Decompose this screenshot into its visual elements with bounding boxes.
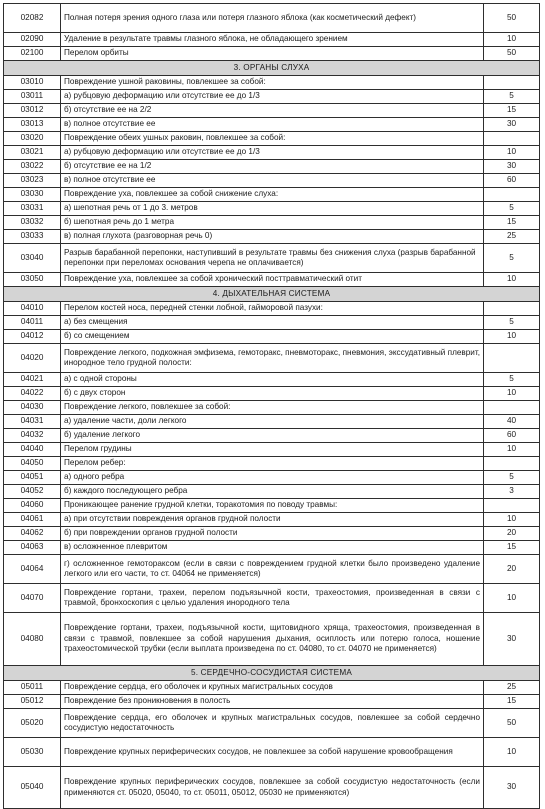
section-title: 4. ДЫХАТЕЛЬНАЯ СИСТЕМА xyxy=(4,287,540,302)
payout-percent: 10 xyxy=(484,443,540,457)
injury-description: Повреждение уха, повлекшее за собой снижение слуха: xyxy=(61,188,484,202)
table-row xyxy=(4,76,540,90)
injury-description: Разрыв барабанной перепонки, наступивший в результате травмы без снижения слуха (разрыв барабанной перепонки при переломах основания черепа не оплачивается) xyxy=(61,244,484,273)
article-code: 04021 xyxy=(4,373,61,387)
table-row xyxy=(4,485,540,499)
payout-percent: 20 xyxy=(484,555,540,584)
table-row xyxy=(4,344,540,373)
payout-percent: 40 xyxy=(484,415,540,429)
table-row xyxy=(4,373,540,387)
injury-description: Полная потеря зрения одного глаза или потеря глазного яблока (как косметический дефект) xyxy=(61,4,484,33)
injury-description: в) полная глухота (разговорная речь 0) xyxy=(61,230,484,244)
table-row xyxy=(4,584,540,613)
table-row xyxy=(4,415,540,429)
injury-description: г) осложненное гемотораксом (если в связи с повреждением грудной клетки было произведено удаление легкого или его части, то ст. 04064 не применяется) xyxy=(61,555,484,584)
payout-percent: 5 xyxy=(484,316,540,330)
injury-description: а) рубцовую деформацию или отсутствие ее до 1/3 xyxy=(61,146,484,160)
injury-description: а) при отсутствии повреждения органов грудной полости xyxy=(61,513,484,527)
injury-description: а) удаление части, доли легкого xyxy=(61,415,484,429)
article-code: 05040 xyxy=(4,767,61,809)
injury-description: а) одного ребра xyxy=(61,471,484,485)
article-code: 02082 xyxy=(4,4,61,33)
article-code: 03030 xyxy=(4,188,61,202)
article-code: 03012 xyxy=(4,104,61,118)
injury-description: б) со смещением xyxy=(61,330,484,344)
article-code: 04063 xyxy=(4,541,61,555)
payout-percent: 60 xyxy=(484,174,540,188)
payout-percent: 50 xyxy=(484,709,540,738)
table-row xyxy=(4,47,540,61)
payout-percent: 5 xyxy=(484,373,540,387)
payout-percent: 15 xyxy=(484,695,540,709)
injury-description: Повреждение сердца, его оболочек и крупных магистральных сосудов, повлекшее за собой сердечно сосудистую недостаточность xyxy=(61,709,484,738)
table-row xyxy=(4,429,540,443)
payout-percent xyxy=(484,457,540,471)
payout-percent: 10 xyxy=(484,387,540,401)
payout-percent: 5 xyxy=(484,202,540,216)
payout-percent: 30 xyxy=(484,613,540,666)
injury-description: Перелом орбиты xyxy=(61,47,484,61)
article-code: 03031 xyxy=(4,202,61,216)
payout-percent xyxy=(484,188,540,202)
payout-percent xyxy=(484,499,540,513)
article-code: 04011 xyxy=(4,316,61,330)
injury-description: а) с одной стороны xyxy=(61,373,484,387)
table-row xyxy=(4,244,540,273)
table-row xyxy=(4,216,540,230)
payout-percent: 10 xyxy=(484,273,540,287)
table-row xyxy=(4,104,540,118)
injury-description: Повреждение гортани, трахеи, перелом подъязычной кости, трахеостомия, произведенная в связи с травмой, бронхоскопия с целью удаления инородного тела xyxy=(61,584,484,613)
article-code: 05011 xyxy=(4,681,61,695)
payout-percent: 10 xyxy=(484,738,540,767)
injury-description: б) удаление легкого xyxy=(61,429,484,443)
table-row xyxy=(4,202,540,216)
table-row xyxy=(4,513,540,527)
injury-description: Повреждение легкого, повлекшее за собой: xyxy=(61,401,484,415)
article-code: 04060 xyxy=(4,499,61,513)
article-code: 03010 xyxy=(4,76,61,90)
injury-payment-table xyxy=(3,3,540,809)
injury-description: Перелом грудины xyxy=(61,443,484,457)
payout-percent xyxy=(484,76,540,90)
table-row xyxy=(4,146,540,160)
table-row xyxy=(4,695,540,709)
article-code: 05030 xyxy=(4,738,61,767)
payout-percent: 10 xyxy=(484,513,540,527)
injury-description: б) каждого последующего ребра xyxy=(61,485,484,499)
payout-percent: 30 xyxy=(484,767,540,809)
article-code: 04010 xyxy=(4,302,61,316)
article-code: 04061 xyxy=(4,513,61,527)
article-code: 04030 xyxy=(4,401,61,415)
injury-description: Повреждение уха, повлекшее за собой хронический посттравматический отит xyxy=(61,273,484,287)
article-code: 05012 xyxy=(4,695,61,709)
injury-description: б) шепотная речь до 1 метра xyxy=(61,216,484,230)
article-code: 04062 xyxy=(4,527,61,541)
article-code: 02090 xyxy=(4,33,61,47)
injury-description: Повреждение крупных периферических сосудов, не повлекшее за собой нарушение кровообращения xyxy=(61,738,484,767)
article-code: 03023 xyxy=(4,174,61,188)
article-code: 04020 xyxy=(4,344,61,373)
article-code: 03020 xyxy=(4,132,61,146)
article-code: 04022 xyxy=(4,387,61,401)
table-row xyxy=(4,316,540,330)
payout-percent: 30 xyxy=(484,160,540,174)
table-body xyxy=(4,4,540,809)
injury-description: а) рубцовую деформацию или отсутствие ее до 1/3 xyxy=(61,90,484,104)
injury-description: Проникающее ранение грудной клетки, торакотомия по поводу травмы: xyxy=(61,499,484,513)
article-code: 04080 xyxy=(4,613,61,666)
table-row xyxy=(4,401,540,415)
injury-description: б) с двух сторон xyxy=(61,387,484,401)
article-code: 03050 xyxy=(4,273,61,287)
table-row xyxy=(4,457,540,471)
injury-description: Перелом костей носа, передней стенки лобной, гайморовой пазухи: xyxy=(61,302,484,316)
article-code: 03040 xyxy=(4,244,61,273)
table-row xyxy=(4,273,540,287)
injury-description: а) шепотная речь от 1 до 3. метров xyxy=(61,202,484,216)
insurance-table-page xyxy=(3,3,540,809)
article-code: 04052 xyxy=(4,485,61,499)
table-row xyxy=(4,330,540,344)
injury-description: Повреждение без проникновения в полость xyxy=(61,695,484,709)
injury-description: Повреждение крупных периферических сосудов, повлекшее за собой сосудистую недостаточность (если применяются ст. 05020, 05040, то ст. 05011, 05012, 05030 не применяются) xyxy=(61,767,484,809)
injury-description: в) осложненное плевритом xyxy=(61,541,484,555)
injury-description: Повреждение гортани, трахеи, подъязычной кости, щитовидного хряща, трахеостомия, произведенная в связи с травмой, повлекшее за собой нарушения дыхания, осиплость или потерю голоса, ношение трахеостомической трубки (если выплата произведена по ст. 04080, то ст. 04070 не применяется) xyxy=(61,613,484,666)
article-code: 04040 xyxy=(4,443,61,457)
article-code: 04064 xyxy=(4,555,61,584)
article-code: 03022 xyxy=(4,160,61,174)
injury-description: б) отсутствие ее на 1/2 xyxy=(61,160,484,174)
article-code: 05020 xyxy=(4,709,61,738)
table-row xyxy=(4,387,540,401)
table-row xyxy=(4,527,540,541)
table-row xyxy=(4,681,540,695)
payout-percent: 15 xyxy=(484,541,540,555)
payout-percent: 30 xyxy=(484,118,540,132)
table-row xyxy=(4,4,540,33)
payout-percent: 5 xyxy=(484,90,540,104)
table-row xyxy=(4,174,540,188)
payout-percent xyxy=(484,401,540,415)
injury-description: Повреждение ушной раковины, повлекшее за собой: xyxy=(61,76,484,90)
table-row xyxy=(4,499,540,513)
payout-percent: 15 xyxy=(484,216,540,230)
injury-description: а) без смещения xyxy=(61,316,484,330)
section-header-row xyxy=(4,666,540,681)
injury-description: Повреждение легкого, подкожная эмфизема, гемоторакс, пневмоторакс, пневмония, экссудативный плеврит, инородное тело грудной полости: xyxy=(61,344,484,373)
article-code: 04012 xyxy=(4,330,61,344)
payout-percent: 60 xyxy=(484,429,540,443)
payout-percent: 5 xyxy=(484,471,540,485)
payout-percent: 10 xyxy=(484,330,540,344)
injury-description: в) полное отсутствие ее xyxy=(61,118,484,132)
payout-percent: 10 xyxy=(484,33,540,47)
table-row xyxy=(4,188,540,202)
payout-percent: 10 xyxy=(484,584,540,613)
table-row xyxy=(4,555,540,584)
injury-description: Перелом ребер: xyxy=(61,457,484,471)
payout-percent: 25 xyxy=(484,230,540,244)
table-row xyxy=(4,541,540,555)
payout-percent xyxy=(484,344,540,373)
article-code: 04032 xyxy=(4,429,61,443)
section-header-row xyxy=(4,287,540,302)
article-code: 03021 xyxy=(4,146,61,160)
table-row xyxy=(4,443,540,457)
injury-description: б) отсутствие ее на 2/2 xyxy=(61,104,484,118)
article-code: 04051 xyxy=(4,471,61,485)
payout-percent: 15 xyxy=(484,104,540,118)
article-code: 03033 xyxy=(4,230,61,244)
injury-description: Повреждение сердца, его оболочек и крупных магистральных сосудов xyxy=(61,681,484,695)
payout-percent: 25 xyxy=(484,681,540,695)
payout-percent xyxy=(484,302,540,316)
payout-percent: 50 xyxy=(484,47,540,61)
table-row xyxy=(4,132,540,146)
payout-percent: 20 xyxy=(484,527,540,541)
payout-percent xyxy=(484,132,540,146)
table-row xyxy=(4,33,540,47)
section-header-row xyxy=(4,61,540,76)
section-title: 5. СЕРДЕЧНО-СОСУДИСТАЯ СИСТЕМА xyxy=(4,666,540,681)
article-code: 04031 xyxy=(4,415,61,429)
payout-percent: 3 xyxy=(484,485,540,499)
table-row xyxy=(4,160,540,174)
table-row xyxy=(4,118,540,132)
payout-percent: 5 xyxy=(484,244,540,273)
table-row xyxy=(4,613,540,666)
payout-percent: 50 xyxy=(484,4,540,33)
table-row xyxy=(4,90,540,104)
payout-percent: 10 xyxy=(484,146,540,160)
article-code: 04070 xyxy=(4,584,61,613)
article-code: 03011 xyxy=(4,90,61,104)
article-code: 03013 xyxy=(4,118,61,132)
article-code: 04050 xyxy=(4,457,61,471)
table-row xyxy=(4,709,540,738)
injury-description: Повреждение обеих ушных раковин, повлекшее за собой: xyxy=(61,132,484,146)
injury-description: б) при повреждении органов грудной полости xyxy=(61,527,484,541)
table-row xyxy=(4,767,540,809)
injury-description: в) полное отсутствие ее xyxy=(61,174,484,188)
injury-description: Удаление в результате травмы глазного яблока, не обладающего зрением xyxy=(61,33,484,47)
section-title: 3. ОРГАНЫ СЛУХА xyxy=(4,61,540,76)
table-row xyxy=(4,230,540,244)
article-code: 03032 xyxy=(4,216,61,230)
table-row xyxy=(4,738,540,767)
article-code: 02100 xyxy=(4,47,61,61)
table-row xyxy=(4,302,540,316)
table-row xyxy=(4,471,540,485)
